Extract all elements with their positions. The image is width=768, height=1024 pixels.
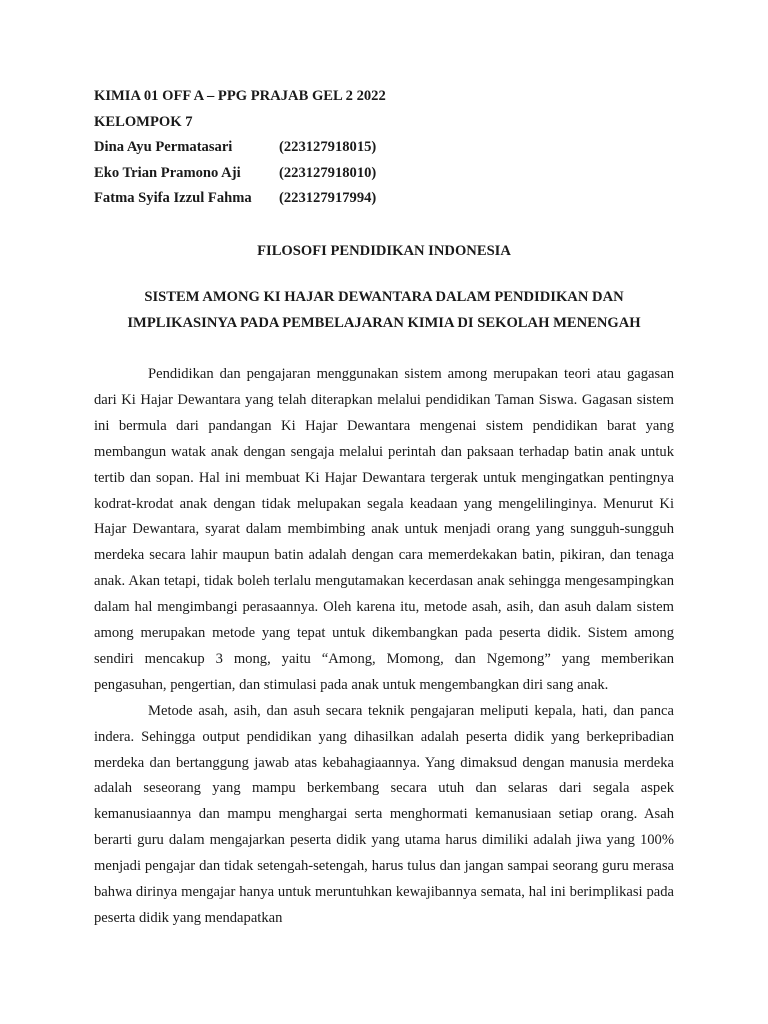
document-title: FILOSOFI PENDIDIKAN INDONESIA: [257, 242, 511, 259]
member-name: Eko Trian Pramono Aji: [94, 164, 241, 181]
member-row: [94, 186, 674, 212]
member-id: (223127918010): [279, 164, 377, 181]
document-page: [94, 84, 674, 932]
subtitle-line: IMPLIKASINYA PADA PEMBELAJARAN KIMIA DI SEKOLAH MENENGAH: [127, 314, 641, 331]
member-row: [94, 161, 674, 187]
member-row: [94, 135, 674, 161]
member-name: Dina Ayu Permatasari: [94, 139, 233, 156]
body-paragraph: Metode asah, asih, dan asuh secara teknik pengajaran meliputi kepala, hati, dan panca indera. Sehingga output pendidikan yang dihasilkan adalah peserta didik yang berkepribadian merdeka dan bertanggung jawab atas kebahagiaannya. Yang dimaksud dengan manusia merdeka adalah seseorang yang mampu berkembang secara utuh dan selaras dari segala aspek kemanusiaannya dan mampu menghargai serta menghormati kemanusiaan setiap orang. Asah berarti guru dalam mengajarkan peserta didik yang utama harus dimiliki adalah jiwa yang 100% menjadi pengajar dan tidak setengah-setengah, harus tulus dan jangan sampai seorang guru merasa bahwa dirinya mengajar hanya untuk meruntuhkan kewajibannya semata, hal ini berimplikasi pada peserta didik yang mendapatkan: [94, 702, 674, 926]
member-id: (223127918015): [279, 139, 377, 156]
document-subtitle: [94, 284, 674, 336]
subtitle-line: SISTEM AMONG KI HAJAR DEWANTARA DALAM PENDIDIKAN DAN: [144, 288, 624, 305]
body-paragraph: Pendidikan dan pengajaran menggunakan sistem among merupakan teori atau gagasan dari Ki Hajar Dewantara yang telah diterapkan melalui pendidikan Taman Siswa. Gagasan sistem ini bermula dari pandangan Ki Hajar Dewantara mengenai sistem pendidikan barat yang membangun watak anak dengan sengaja melalui perintah dan paksaan terhadap batin anak untuk tertib dan sopan. Hal ini membuat Ki Hajar Dewantara tergerak untuk mengingatkan pentingnya kodrat-krodat anak dengan tidak melupakan segala keadaan yang mengelilinginya. Menurut Ki Hajar Dewantara, syarat dalam membimbing anak untuk menjadi orang yang sungguh-sungguh merdeka secara lahir maupun batin adalah dengan cara memerdekakan batin, pikiran, dan tenaga anak. Akan tetapi, tidak boleh terlalu mengutamakan kecerdasan anak sehingga mengesampingkan dalam hal mengimbangi perasaannya. Oleh karena itu, metode asah, asih, dan asuh dalam sistem among merupakan metode yang tepat untuk dikembangkan pada peserta didik. Sistem among sendiri mencakup 3 mong, yaitu “Among, Momong, dan Ngemong” yang memberikan pengasuhan, pengertian, dan stimulasi pada anak untuk mengembangkan diri sang anak.: [94, 365, 674, 693]
member-id: (223127917994): [279, 190, 377, 207]
group-line: KELOMPOK 7: [94, 113, 193, 130]
member-name: Fatma Syifa Izzul Fahma: [94, 190, 252, 207]
course-line: KIMIA 01 OFF A – PPG PRAJAB GEL 2 2022: [94, 88, 386, 104]
